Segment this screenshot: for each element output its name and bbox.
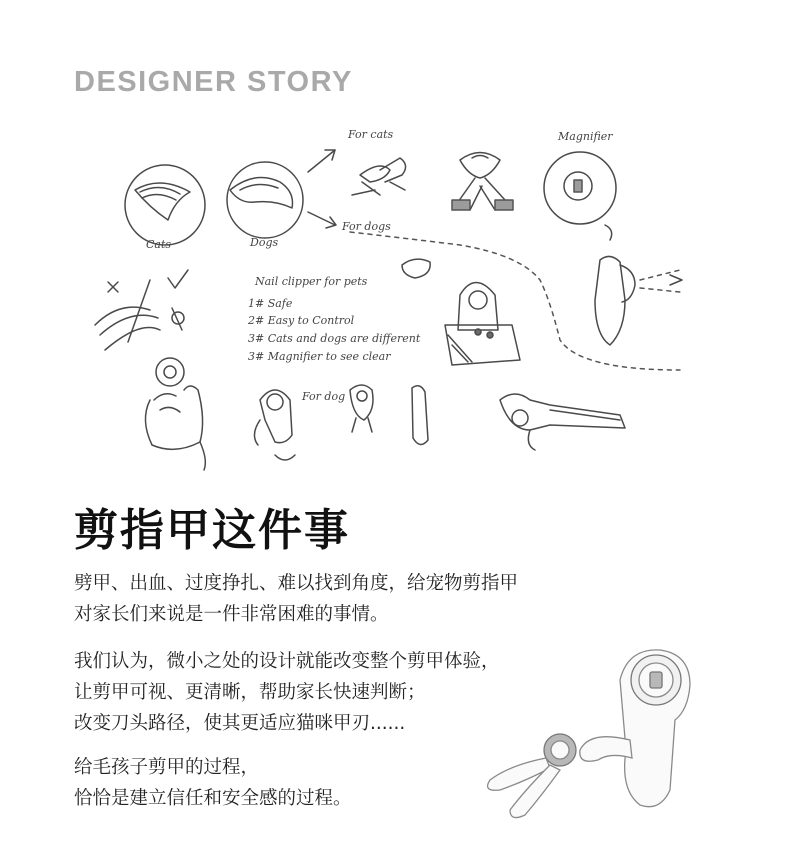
paragraph-line: 我们认为，微小之处的设计就能改变整个剪甲体验， [74, 651, 500, 672]
hand-sketch [145, 358, 205, 470]
paragraph-problem [74, 568, 518, 630]
label-for-dog: For dog [302, 390, 346, 403]
clipper-head-sketch [445, 283, 520, 366]
page-title: 剪指甲这件事 [74, 505, 350, 556]
note-2: 2# Easy to Control [248, 314, 355, 327]
cut-angle-sketch [95, 270, 188, 350]
paragraph-line: 劈甲、出血、过度挣扎、难以找到角度，给宠物剪指甲 [74, 573, 519, 594]
paragraph-line: 让剪甲可视、更清晰，帮助家长快速判断； [74, 682, 426, 703]
sketch-drawing [80, 120, 720, 480]
cat-clipper-sketch [352, 158, 406, 195]
cat-claw-sketch [125, 165, 205, 251]
label-for-cats: For cats [348, 128, 394, 141]
label-for-dogs: For dogs [342, 220, 391, 233]
paragraph-line: 改变刀头路径，使其更适应猫咪甲刃...... [74, 713, 406, 734]
magnifier-sketch [544, 130, 616, 224]
label-dogs: Dogs [250, 236, 279, 249]
note-4: 3# Magnifier to see clear [248, 350, 391, 363]
small-product [488, 734, 576, 818]
paragraph-line: 对家长们来说是一件非常困难的事情。 [74, 604, 389, 625]
large-product [580, 650, 690, 807]
paragraph-approach [74, 646, 500, 739]
product-render [470, 640, 770, 840]
paragraph-line: 恰恰是建立信任和安全感的过程。 [74, 788, 352, 809]
note-3: 3# Cats and dogs are different [248, 332, 421, 345]
note-title: Nail clipper for pets [255, 275, 368, 288]
design-sketch [80, 120, 720, 480]
note-1: 1# Safe [248, 297, 293, 310]
long-clipper-sketch [500, 394, 625, 450]
section-eyebrow: DESIGNER STORY [74, 66, 353, 98]
side-profile-sketch [595, 225, 682, 345]
large-clipper-sketch [452, 153, 513, 211]
design-notes [247, 275, 421, 363]
label-magnifier: Magnifier [558, 130, 613, 143]
product-drawing [470, 640, 770, 840]
label-cats: Cats [146, 238, 172, 251]
paragraph-conclusion [74, 752, 352, 814]
paragraph-line: 给毛孩子剪甲的过程， [74, 757, 260, 778]
dog-claw-sketch [227, 162, 303, 249]
clipper-views-sketch [254, 385, 428, 460]
